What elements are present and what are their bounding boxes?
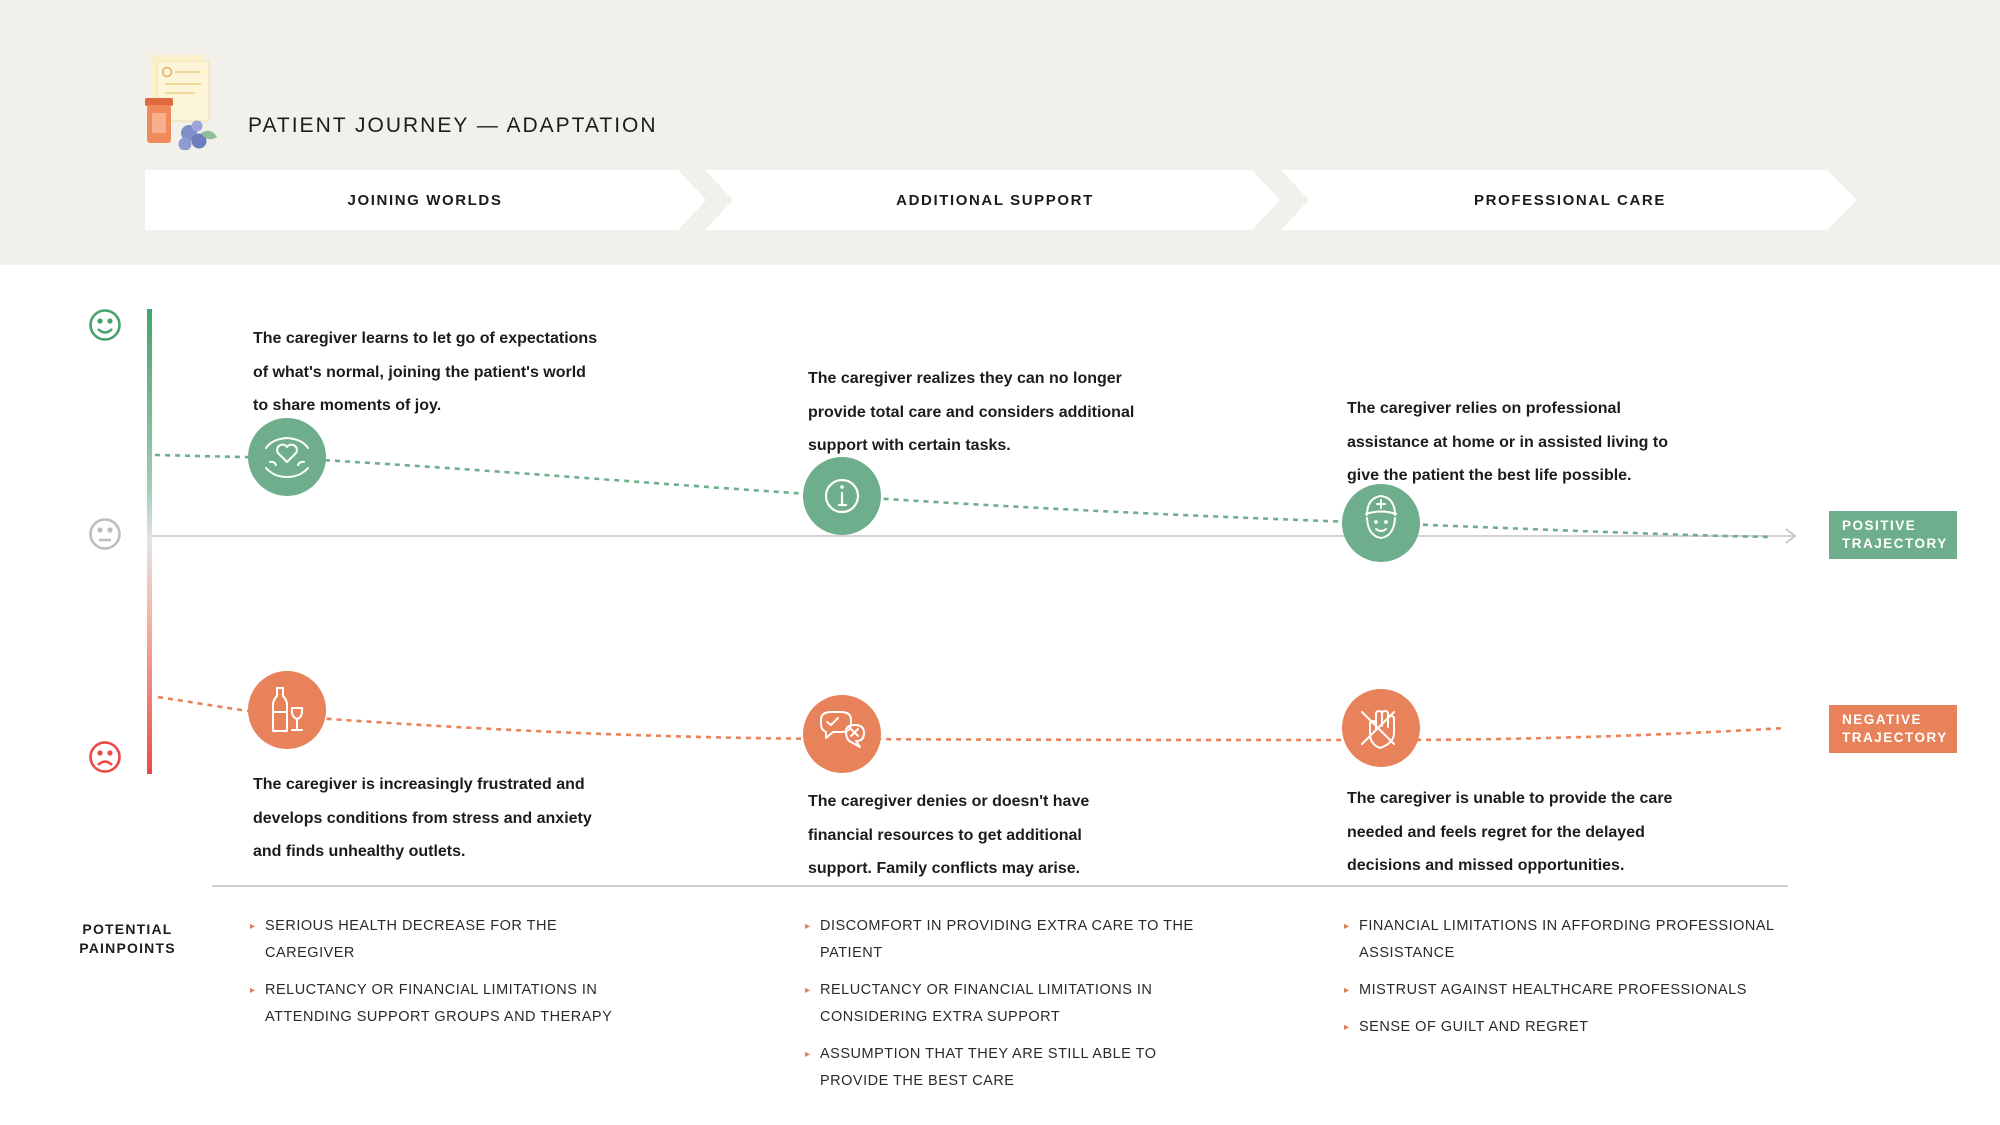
neutral-face-icon (91, 520, 120, 549)
bullet-icon: ▸ (250, 985, 256, 996)
phase-label-professional-care: PROFESSIONAL CARE (1474, 192, 1666, 209)
positive-stage-3-text: The caregiver relies on professional assistance at home or in assisted living to give the patient the best life possible. (1347, 400, 1668, 484)
painpoint-item (805, 913, 1225, 967)
bullet-icon: ▸ (805, 921, 811, 932)
phase-label-additional-support: ADDITIONAL SUPPORT (896, 192, 1094, 209)
negative-stage-3-text: The caregiver is unable to provide the care needed and feels regret for the delayed decisions and missed opportunities. (1347, 790, 1673, 874)
painpoints-title-line2: PAINPOINTS (79, 940, 176, 956)
negative-stage-1-text: The caregiver is increasingly frustrated and develops conditions from stress and anxiety and finds unhealthy outlets. (253, 776, 592, 860)
negative-badge-line2: TRAJECTORY (1842, 730, 1948, 745)
happy-face-icon (91, 311, 120, 340)
negative-trajectory-line (158, 697, 1785, 740)
painpoint-item (250, 913, 650, 967)
painpoints-title (70, 920, 185, 958)
bullet-icon: ▸ (1344, 1022, 1350, 1033)
positive-badge-line1: POSITIVE (1842, 518, 1917, 533)
bullet-icon: ▸ (250, 921, 256, 932)
bullet-icon: ▸ (1344, 985, 1350, 996)
painpoint-item (805, 977, 1225, 1031)
painpoint-item (250, 977, 650, 1031)
bullet-icon: ▸ (1344, 921, 1350, 932)
painpoint-item (1344, 977, 1784, 1004)
chat-conflict-icon (803, 695, 881, 773)
negative-trajectory-badge (1829, 705, 1957, 753)
painpoint-text: MISTRUST AGAINST HEALTHCARE PROFESSIONALS (1359, 982, 1747, 998)
painpoint-text: FINANCIAL LIMITATIONS IN AFFORDING PROFESSIONAL ASSISTANCE (1359, 918, 1775, 961)
info-icon (803, 457, 881, 535)
hand-cross-icon (1342, 689, 1420, 767)
negative-badge-line1: NEGATIVE (1842, 712, 1923, 727)
sad-face-icon (91, 743, 120, 772)
positive-stage-2-text: The caregiver realizes they can no longer provide total care and considers additional support with certain tasks. (808, 370, 1135, 454)
painpoint-text: SERIOUS HEALTH DECREASE FOR THE CAREGIVER (265, 918, 558, 961)
painpoint-text: ASSUMPTION THAT THEY ARE STILL ABLE TO PROVIDE THE BEST CARE (820, 1046, 1157, 1089)
mood-scale-bar (147, 309, 152, 774)
nurse-icon (1342, 484, 1420, 562)
page-title: PATIENT JOURNEY — ADAPTATION (248, 114, 658, 137)
bullet-icon: ▸ (805, 1049, 811, 1060)
negative-stage-2-text: The caregiver denies or doesn't have financial resources to get additional support. Family conflicts may arise. (808, 793, 1090, 877)
painpoints-list-joining-worlds (250, 913, 650, 1041)
positive-stage-1-text: The caregiver learns to let go of expectations of what's normal, joining the patient's world to share moments of joy. (253, 330, 598, 414)
painpoint-text: RELUCTANCY OR FINANCIAL LIMITATIONS IN ATTENDING SUPPORT GROUPS AND THERAPY (265, 982, 613, 1025)
painpoints-list-professional-care (1344, 913, 1784, 1051)
painpoint-text: SENSE OF GUILT AND REGRET (1359, 1019, 1589, 1035)
wine-bottle-glass-icon (248, 671, 326, 749)
painpoint-text: DISCOMFORT IN PROVIDING EXTRA CARE TO THE PATIENT (820, 918, 1194, 961)
painpoint-item (1344, 1014, 1784, 1041)
painpoint-item (1344, 913, 1784, 967)
positive-trajectory-badge (1829, 511, 1957, 559)
painpoint-text: RELUCTANCY OR FINANCIAL LIMITATIONS IN CONSIDERING EXTRA SUPPORT (820, 982, 1153, 1025)
painpoints-list-additional-support (805, 913, 1225, 1105)
painpoints-title-line1: POTENTIAL (82, 921, 173, 937)
phase-label-joining-worlds: JOINING WORLDS (347, 192, 503, 209)
painpoint-item (805, 1041, 1225, 1095)
positive-badge-line2: TRAJECTORY (1842, 536, 1948, 551)
heart-in-hands-icon (248, 418, 326, 496)
bullet-icon: ▸ (805, 985, 811, 996)
